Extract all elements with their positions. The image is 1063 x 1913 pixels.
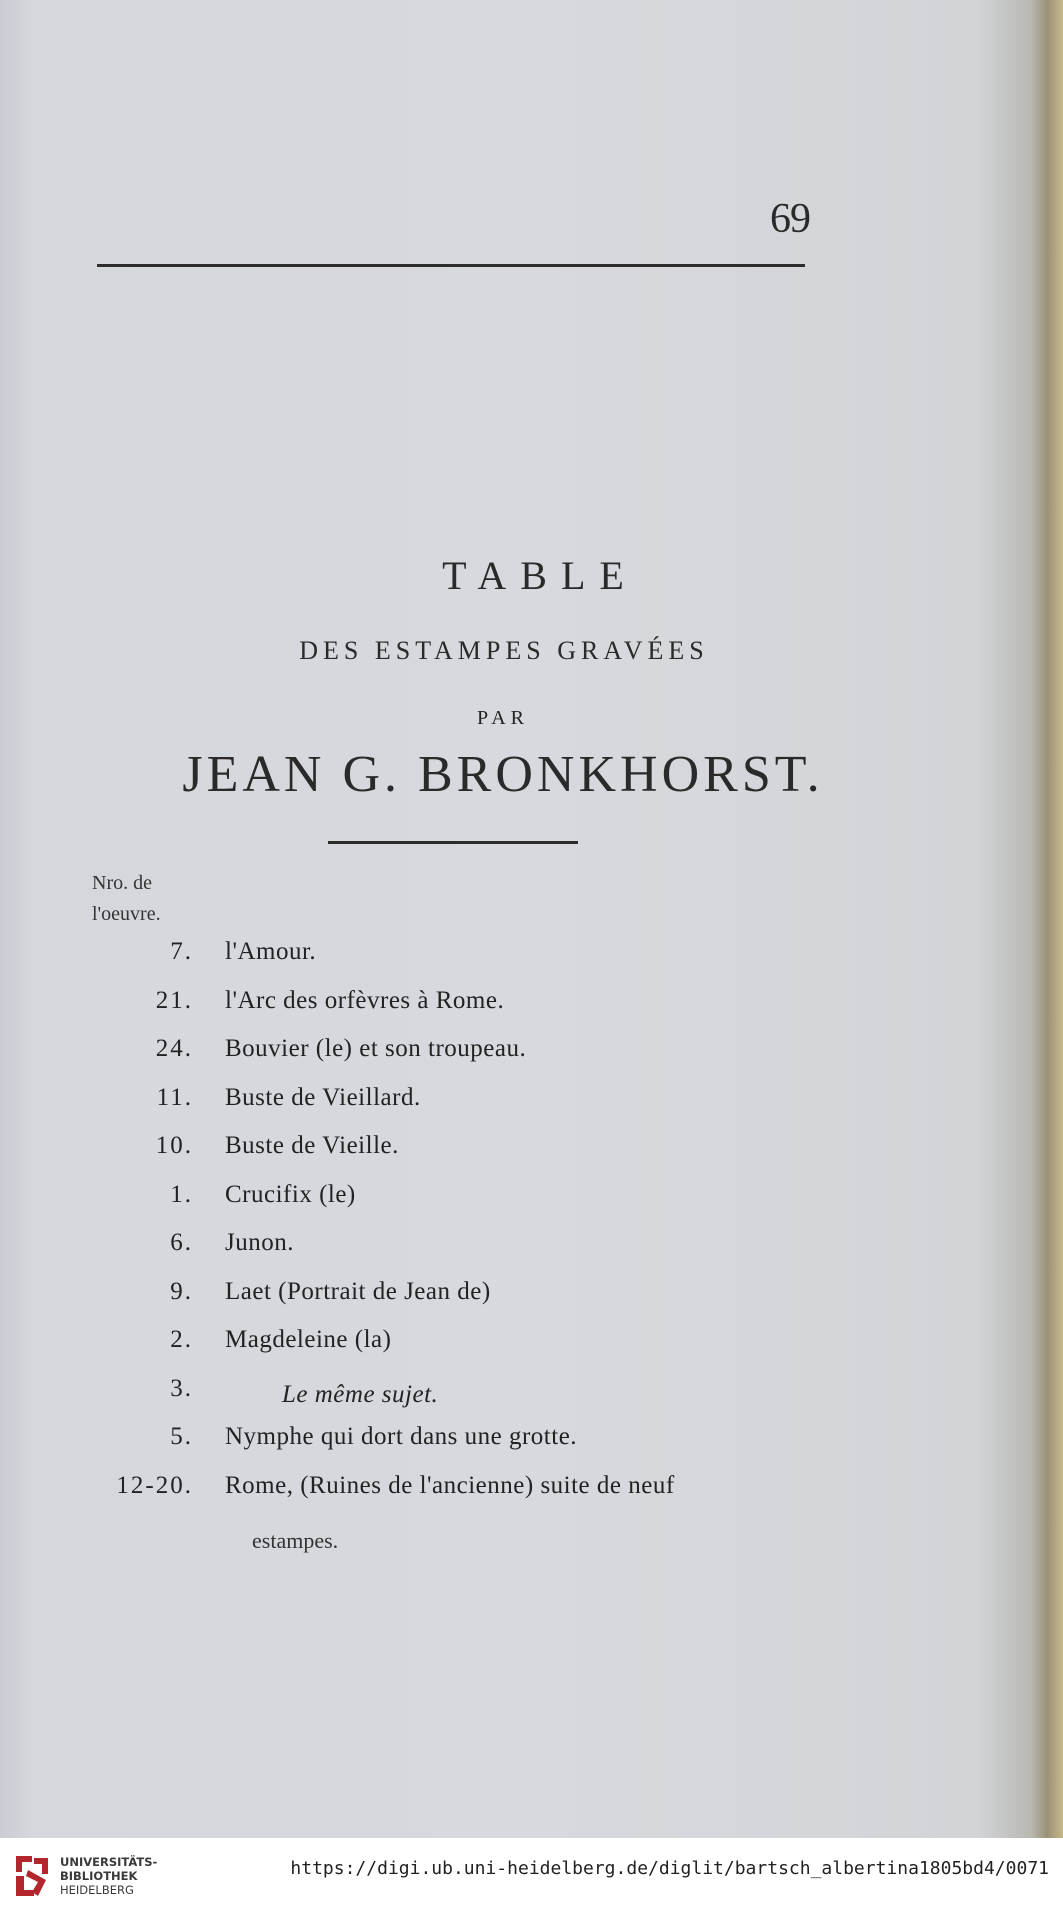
entry-number: 10. [155, 1132, 193, 1159]
source-url-link[interactable]: https://digi.ub.uni-heidelberg.de/diglit/bartsch_albertina1805bd4/0071 [290, 1858, 1049, 1879]
entry-title: Magdeleine (la) [225, 1326, 392, 1353]
entry-number: 12-20. [116, 1471, 193, 1499]
list-item [0, 1181, 1063, 1230]
column-heading [92, 868, 161, 930]
entry-number: 11. [156, 1083, 193, 1111]
entry-number: 21. [155, 986, 193, 1014]
list-item [0, 1229, 1063, 1278]
entry-number: 9. [170, 1277, 193, 1305]
title-subtitle: DES ESTAMPES GRAVÉES [299, 636, 709, 665]
entry-number: 7. [170, 938, 193, 965]
column-heading-line1: Nro. de [92, 872, 152, 894]
entry-number: 24. [155, 1035, 193, 1062]
list-item [0, 1035, 1063, 1084]
list-item [0, 1375, 1063, 1424]
entry-number: 5. [170, 1423, 193, 1450]
list-item [0, 1472, 1063, 1521]
entry-number: 6. [170, 1229, 193, 1256]
entry-number: 3. [170, 1374, 193, 1402]
entry-title: Junon. [225, 1229, 294, 1256]
list-item [0, 1326, 1063, 1375]
library-name-line2: BIBLIOTHEK [60, 1869, 138, 1883]
library-name [60, 1855, 157, 1897]
entry-title: l'Amour. [225, 938, 317, 965]
list-item [0, 938, 1063, 987]
entry-title: Bouvier (le) et son troupeau. [225, 1035, 527, 1062]
list-item [0, 1278, 1063, 1327]
page-number: 69 [770, 196, 810, 242]
title-table: TABLE [442, 553, 638, 598]
list-item [0, 1084, 1063, 1133]
entry-title: l'Arc des orfèvres à Rome. [225, 986, 505, 1014]
entry-title: Buste de Vieillard. [225, 1083, 421, 1111]
footer-bar [0, 1838, 1063, 1913]
entry-title: Rome, (Ruines de l'ancienne) suite de neuf [225, 1471, 675, 1499]
entry-continuation: estampes. [252, 1528, 339, 1553]
list-item [0, 987, 1063, 1036]
entry-number: 1. [170, 1180, 193, 1208]
entry-title: Crucifix (le) [225, 1180, 356, 1208]
column-heading-line2: l'oeuvre. [92, 903, 161, 925]
title-artist-name: JEAN G. BRONKHORST. [182, 746, 824, 803]
title-rule [328, 841, 578, 844]
entry-number: 2. [170, 1326, 193, 1353]
library-name-line1: UNIVERSITÄTS- [60, 1855, 158, 1869]
entry-title: Laet (Portrait de Jean de) [225, 1277, 491, 1305]
list-item [0, 1132, 1063, 1181]
library-name-line3: HEIDELBERG [60, 1883, 134, 1897]
entry-title: Le même sujet. [282, 1380, 439, 1408]
entry-title: Nymphe qui dort dans une grotte. [225, 1423, 578, 1450]
library-logo-icon [12, 1852, 52, 1900]
title-par: PAR [476, 707, 530, 729]
list-item [0, 1423, 1063, 1472]
entry-list [0, 938, 1063, 1520]
entry-title: Buste de Vieille. [225, 1132, 399, 1159]
header-rule [97, 264, 805, 267]
